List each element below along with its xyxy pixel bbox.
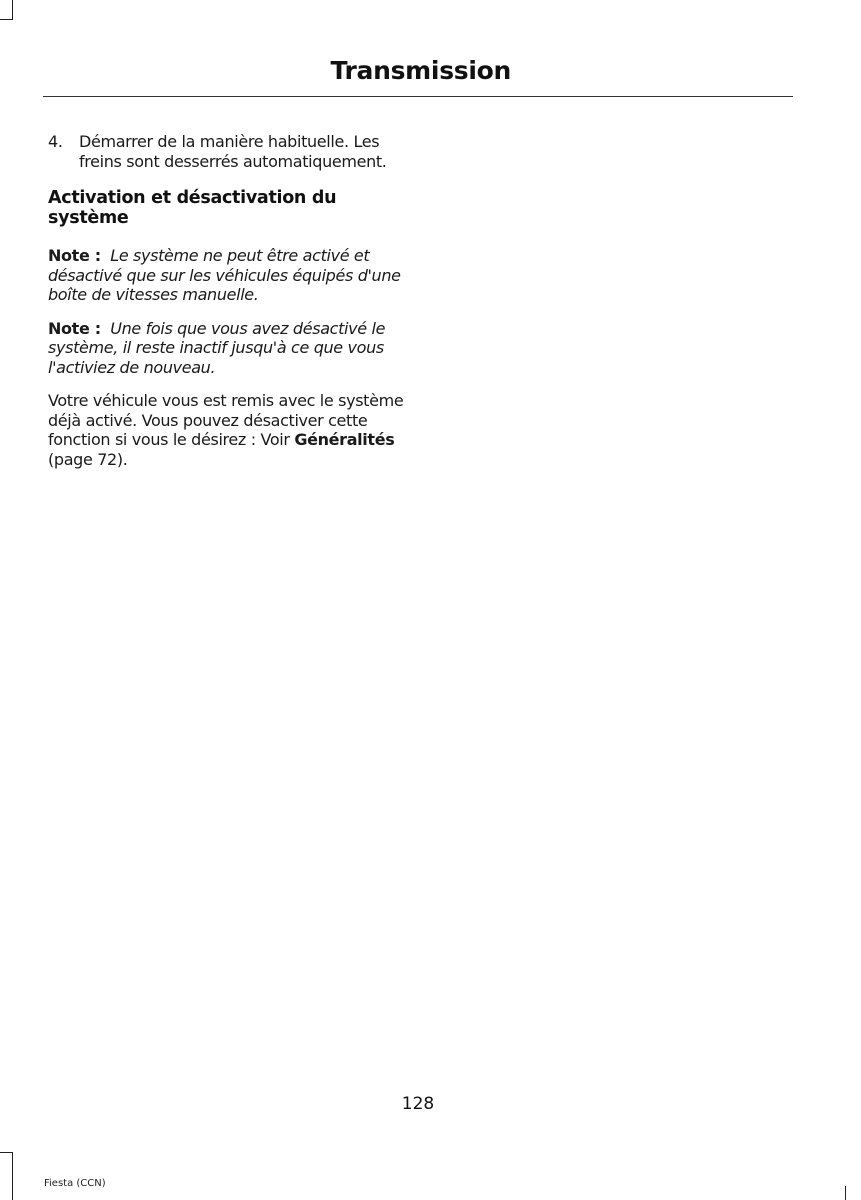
note [48,246,408,305]
content-column [48,132,408,469]
section-heading: Activation et désactivation du système [48,188,337,228]
note [48,319,408,378]
note-label: Note : [48,318,101,338]
crop-mark [0,19,13,20]
note-text: Une fois que vous avez désactivé le système, il reste inactif jusqu'à ce que vous l'activiez de nouveau. [48,318,386,377]
crop-mark [12,1152,13,1200]
cross-reference-link[interactable]: Généralités [294,430,395,449]
crop-mark [0,1152,13,1153]
page-number: 128 [401,1094,435,1114]
body-paragraph [48,391,408,469]
note-label: Note : [48,246,101,265]
paragraph-text: Votre véhicule vous est remis avec le système déjà activé. Vous pouvez désactiver cette fonction si vous le désirez : Voir [48,391,404,449]
note-text: Le système ne peut être activé et désactivé que sur les véhicules équipés d'une boîte de vitesses manuelle. [48,246,401,304]
step-text: Démarrer de la manière habituelle. Les freins sont desserrés automatiquement. [79,132,387,171]
title-divider [43,96,793,97]
list-item [48,132,408,171]
page-title: Transmission [330,56,511,85]
footer-model: Fiesta (CCN) [44,1178,106,1189]
reference-page: (page 72). [48,449,128,469]
step-number: 4. [48,132,63,151]
crop-mark [845,1186,846,1200]
crop-mark [12,0,13,20]
